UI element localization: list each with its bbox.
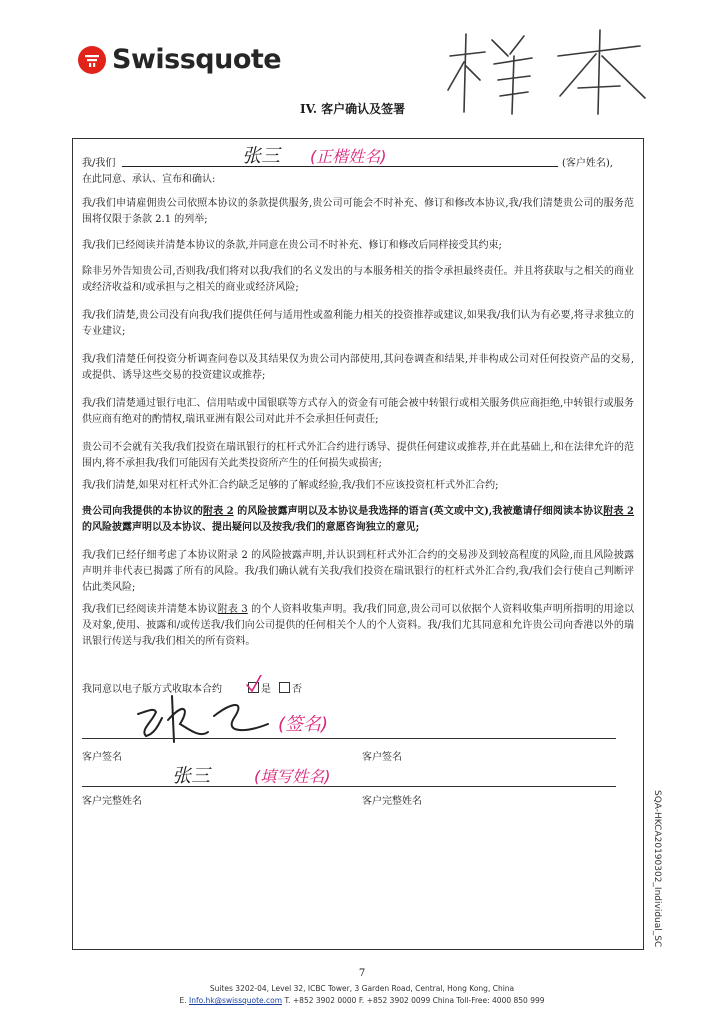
clause-8: 我/我们清楚,如果对杠杆式外汇合约缺乏足够的了解或经验,我/我们不应该投资杠杆式外汇合约; [82, 480, 499, 491]
full-name-field-line[interactable] [82, 786, 616, 787]
clause-5: 我/我们清楚任何投资分析调查问卷以及其结果仅为贵公司内部使用,其问卷调查和结果,并非构成公司对任何投资产品的交易,或提供、诱导这些交易的投资建议或推荐; [82, 354, 634, 381]
bold-risk-disclosure-clause [82, 504, 634, 536]
clause-3: 除非另外告知贵公司,否则我/我们将对以我/我们的名义发出的与本服务相关的指令承担最终责任。并且将获取与之相关的商业或经济收益和/或承担与之相关的商业或经济风险; [82, 266, 634, 293]
client-signature-label: 客户签名 [82, 752, 122, 763]
email-prefix: E. [179, 996, 187, 1005]
consent-yes-label: 是 [261, 684, 271, 695]
consent-no-label: 否 [292, 684, 302, 695]
page-number: 7 [358, 968, 366, 979]
document-code: SQA-HKCA20190302_Individual_SC [652, 790, 662, 948]
phone-fax-tollfree: T. +852 3902 0000 F. +852 3902 0099 China Toll-Free: 4000 850 999 [284, 996, 545, 1005]
privacy-clause [82, 602, 634, 650]
name-suffix: (客户姓名), [562, 158, 613, 169]
clause-6: 我/我们清楚通过银行电汇、信用咭或中国银联等方式存入的资金有可能会被中转银行或相关服务供应商拒绝,中转银行或服务供应商有绝对的酌情权,瑞讯亚洲有限公司对此并不会承担任何责任; [82, 398, 634, 425]
signature-annotation: (签名) [278, 714, 329, 735]
bold-clause-part-c: 的风险披露声明以及本协议、提出疑问以及按我/我们的意愿咨询独立的意见; [82, 522, 420, 533]
section-title: IV. 客户确认及签署 [300, 102, 406, 116]
footer-contacts [0, 996, 724, 1005]
schedule-3-link[interactable]: 附表 3 [217, 604, 248, 615]
brand-name: Swissquote [112, 44, 282, 75]
signature-field-line[interactable] [82, 738, 616, 739]
handwritten-signature [128, 690, 378, 754]
joint-client-signature-label: 客户签名 [362, 752, 402, 763]
client-full-name-label: 客户完整姓名 [82, 796, 142, 807]
handwritten-full-name-text: 张三 [172, 765, 211, 787]
bold-clause-part-a: 贵公司向我提供的本协议的 [82, 506, 203, 517]
schedule-2-link-second[interactable]: 附表 2 [603, 506, 634, 517]
clause-7: 贵公司不会就有关我/我们投资在瑞讯银行的杠杆式外汇合约进行诱导、提供任何建议或推荐,并在此基础上,和在法律允许的范围内,将不承担我/我们可能因有关此类投资所产生的任何损失或损害; [82, 442, 634, 469]
consent-label: 我同意以电子版方式收取本合约 [82, 684, 222, 695]
confirmation-box [72, 138, 644, 950]
joint-client-full-name-label: 客户完整姓名 [362, 796, 422, 807]
privacy-clause-part-a: 我/我们已经阅读并清楚本协议 [82, 604, 218, 615]
bold-clause-part-b: 的风险披露声明以及本协议是我选择的语言(英文或中文),我被邀请仔细阅读本协议 [233, 506, 604, 517]
handwritten-client-name [242, 140, 472, 173]
schedule-2-link[interactable]: 附表 2 [203, 506, 234, 517]
clause-4: 我/我们清楚,贵公司没有向我/我们提供任何与适用性或盈利能力相关的投资推荐或建议,如果我/我们认为有必要,将寻求独立的专业建议; [82, 310, 634, 337]
name-prefix: 我/我们 [82, 158, 116, 169]
handwritten-full-name [172, 758, 392, 794]
handwritten-name-text: 张三 [242, 145, 281, 167]
email-link[interactable]: Info.hk@swissquote.com [189, 996, 283, 1005]
sample-handwritten-stamp [440, 26, 670, 120]
swissquote-logo-icon [78, 46, 106, 74]
intro-text: 在此同意、承认、宣布和确认: [82, 174, 216, 185]
swissquote-logo [78, 44, 281, 75]
risk-clause: 我/我们已经仔细考虑了本协议附录 2 的风险披露声明,并认识到杠杆式外汇合约的交易涉及到较高程度的风险,而且风险披露声明并非代表已揭露了所有的风险。我/我们确认就有关我/我们投资在瑞讯银行的杠杆式外汇合约,我/我们会行使自己判断评估此类风险; [82, 550, 634, 593]
fullname-annotation: (填写姓名) [254, 767, 331, 786]
name-annotation-text: (正楷姓名) [310, 147, 387, 166]
privacy-clause-part-b: 的个人资料收集声明。我/我们同意,贵公司可以依据个人资料收集声明所指明的用途以及对象,使用、披露和/或传送我/我们向公司提供的任何相关个人的个人资料。我/我们尤其同意和允许贵公司向香港以外的瑞讯银行传送与我/我们相关的所有资料。 [82, 604, 634, 647]
footer-address: Suites 3202-04, Level 32, ICBC Tower, 3 Garden Road, Central, Hong Kong, China [209, 984, 515, 993]
clause-1: 我/我们申请雇佣贵公司依照本协议的条款提供服务,贵公司可能会不时补充、修订和修改本协议,我/我们清楚贵公司的服务范围将仅限于条款 2.1 的列举; [82, 198, 634, 225]
clause-2: 我/我们已经阅读并清楚本协议的条款,并同意在贵公司不时补充、修订和修改后同样接受其约束; [82, 240, 502, 251]
